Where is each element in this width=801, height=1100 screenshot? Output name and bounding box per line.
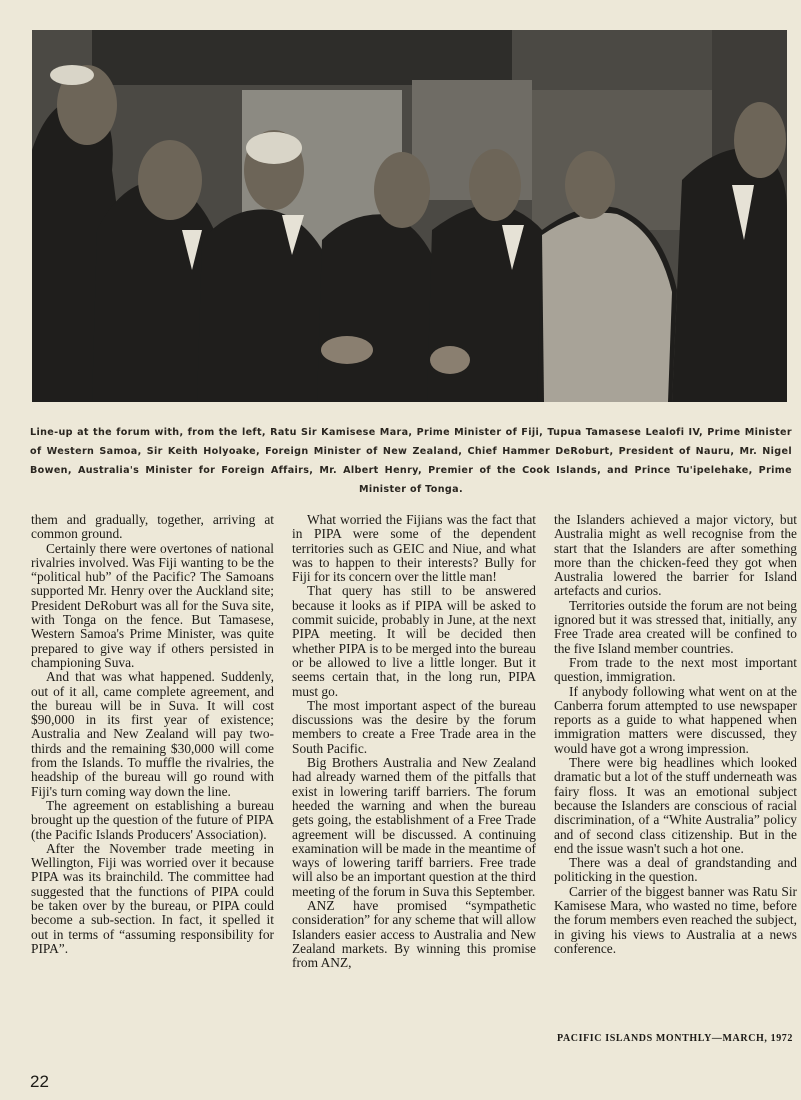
paragraph: After the November trade meeting in Wellington, Fiji was worried over it because PIPA was its brainchild. The committee had suggested that the functions of PIPA could be taken over by the bureau, or PIPA could become a sub-section. In fact, it spelled it out in terms of “assuming responsibility for PIPA”. xyxy=(31,840,274,956)
article-column-2 xyxy=(292,513,536,971)
page-number: 22 xyxy=(30,1072,49,1091)
paragraph: From trade to the next most important question, immigration. xyxy=(554,654,797,685)
paragraph: Big Brothers Australia and New Zealand had already warned them of the pitfalls that exist in lowering tariff barriers. The forum heeded the warning and when the bureau gets going, the establishment of a Free Trade agreement will be discussed. A continuing examination will be made in the meantime of ways of lowering tariff barriers. Free trade will also be an important question at the third meeting of the forum in Suva this September. xyxy=(292,755,536,899)
article-column-3 xyxy=(554,513,797,956)
paragraph: the Islanders achieved a major victory, but Australia might as well recognise from the start that the Islanders are after something more than the chicken-feed they got when Australia lowered the barrier for Island artefacts and curios. xyxy=(554,512,797,599)
group-photo xyxy=(32,30,787,402)
paragraph: Carrier of the biggest banner was Ratu Sir Kamisese Mara, who wasted no time, before the forum members even reached the subject, in giving his views to Australia at a news conference. xyxy=(554,883,797,956)
paragraph: And that was what happened. Suddenly, out of it all, came complete agreement, and the bureau will be in Suva. It will cost $90,000 in its first year of existence; Australia and New Zealand will pay two-thirds and the remaining $30,000 will come from the Islands. To muffle the rivalries, the headship of the bureau will go round with Fiji's turn coming way down the line. xyxy=(31,669,274,799)
paragraph: Territories outside the forum are not being ignored but it was stressed that, initially, any Free Trade area created will be confined to the five Island member countries. xyxy=(554,597,797,656)
paragraph: There were big headlines which looked dramatic but a lot of the stuff underneath was fairy floss. It was an emotional subject because the Islanders are conscious of racial discrimination, of a “White Australia” policy and of second class citizenship. But in the end the issue wasn't such a hot one. xyxy=(554,755,797,856)
paragraph: If anybody following what went on at the Canberra forum attempted to use newspaper reports as a guide to what happened when immigration matters were discussed, they would have got a wrong impression. xyxy=(554,683,797,756)
paragraph: ANZ have promised “sympathetic consideration” for any scheme that will allow Islanders easier access to Australia and New Zealand markets. By winning this promise from ANZ, xyxy=(292,898,536,971)
photo-caption: Line-up at the forum with, from the left, Ratu Sir Kamisese Mara, Prime Minister of Fiji, Tupua Tamasese Lealofi IV, Prime Minister of Western Samoa, Sir Keith Holyoake, Foreign Minister of New Zealand, Chief Hammer DeRoburt, President of Nauru, Mr. Nigel Bowen, Australia's Minister for Foreign Affairs, Mr. Albert Henry, Premier of the Cook Islands, and Prince Tu'ipelehake, Prime Minister of Tonga. xyxy=(30,427,792,495)
paragraph: Certainly there were overtones of national rivalries involved. Was Fiji wanting to be the “political hub” of the Pacific? The Samoans supported Mr. Henry over the Auckland site; President DeRoburt was all for the Suva site, with Tonga on the fence. But Tamasese, Western Samoa's Prime Minister, was quite prepared to give way if others persisted in championing Suva. xyxy=(31,540,274,670)
paragraph: What worried the Fijians was the fact that in PIPA were some of the dependent territories such as GEIC and Niue, and what was to happen to their interests? Bully for Fiji for its concern over the little man! xyxy=(292,512,536,585)
paragraph: The most important aspect of the bureau discussions was the desire by the forum members to create a Free Trade area in the South Pacific. xyxy=(292,697,536,756)
running-footer: PACIFIC ISLANDS MONTHLY—MARCH, 1972 xyxy=(556,1033,793,1044)
paragraph: The agreement on establishing a bureau brought up the question of the future of PIPA (the Pacific Islands Producers' Association). xyxy=(31,797,274,842)
article-column-1 xyxy=(31,513,274,956)
paragraph: That query has still to be answered because it looks as if PIPA will be asked to commit suicide, probably in June, at the next PIPA meeting. It will be decided then whether PIPA is to be merged into the bureau or be allowed to live a little longer. But it seems certain that, in the long run, PIPA must go. xyxy=(292,583,536,699)
paragraph: There was a deal of grandstanding and politicking in the question. xyxy=(554,855,797,885)
paragraph: them and gradually, together, arriving at common ground. xyxy=(31,512,274,542)
